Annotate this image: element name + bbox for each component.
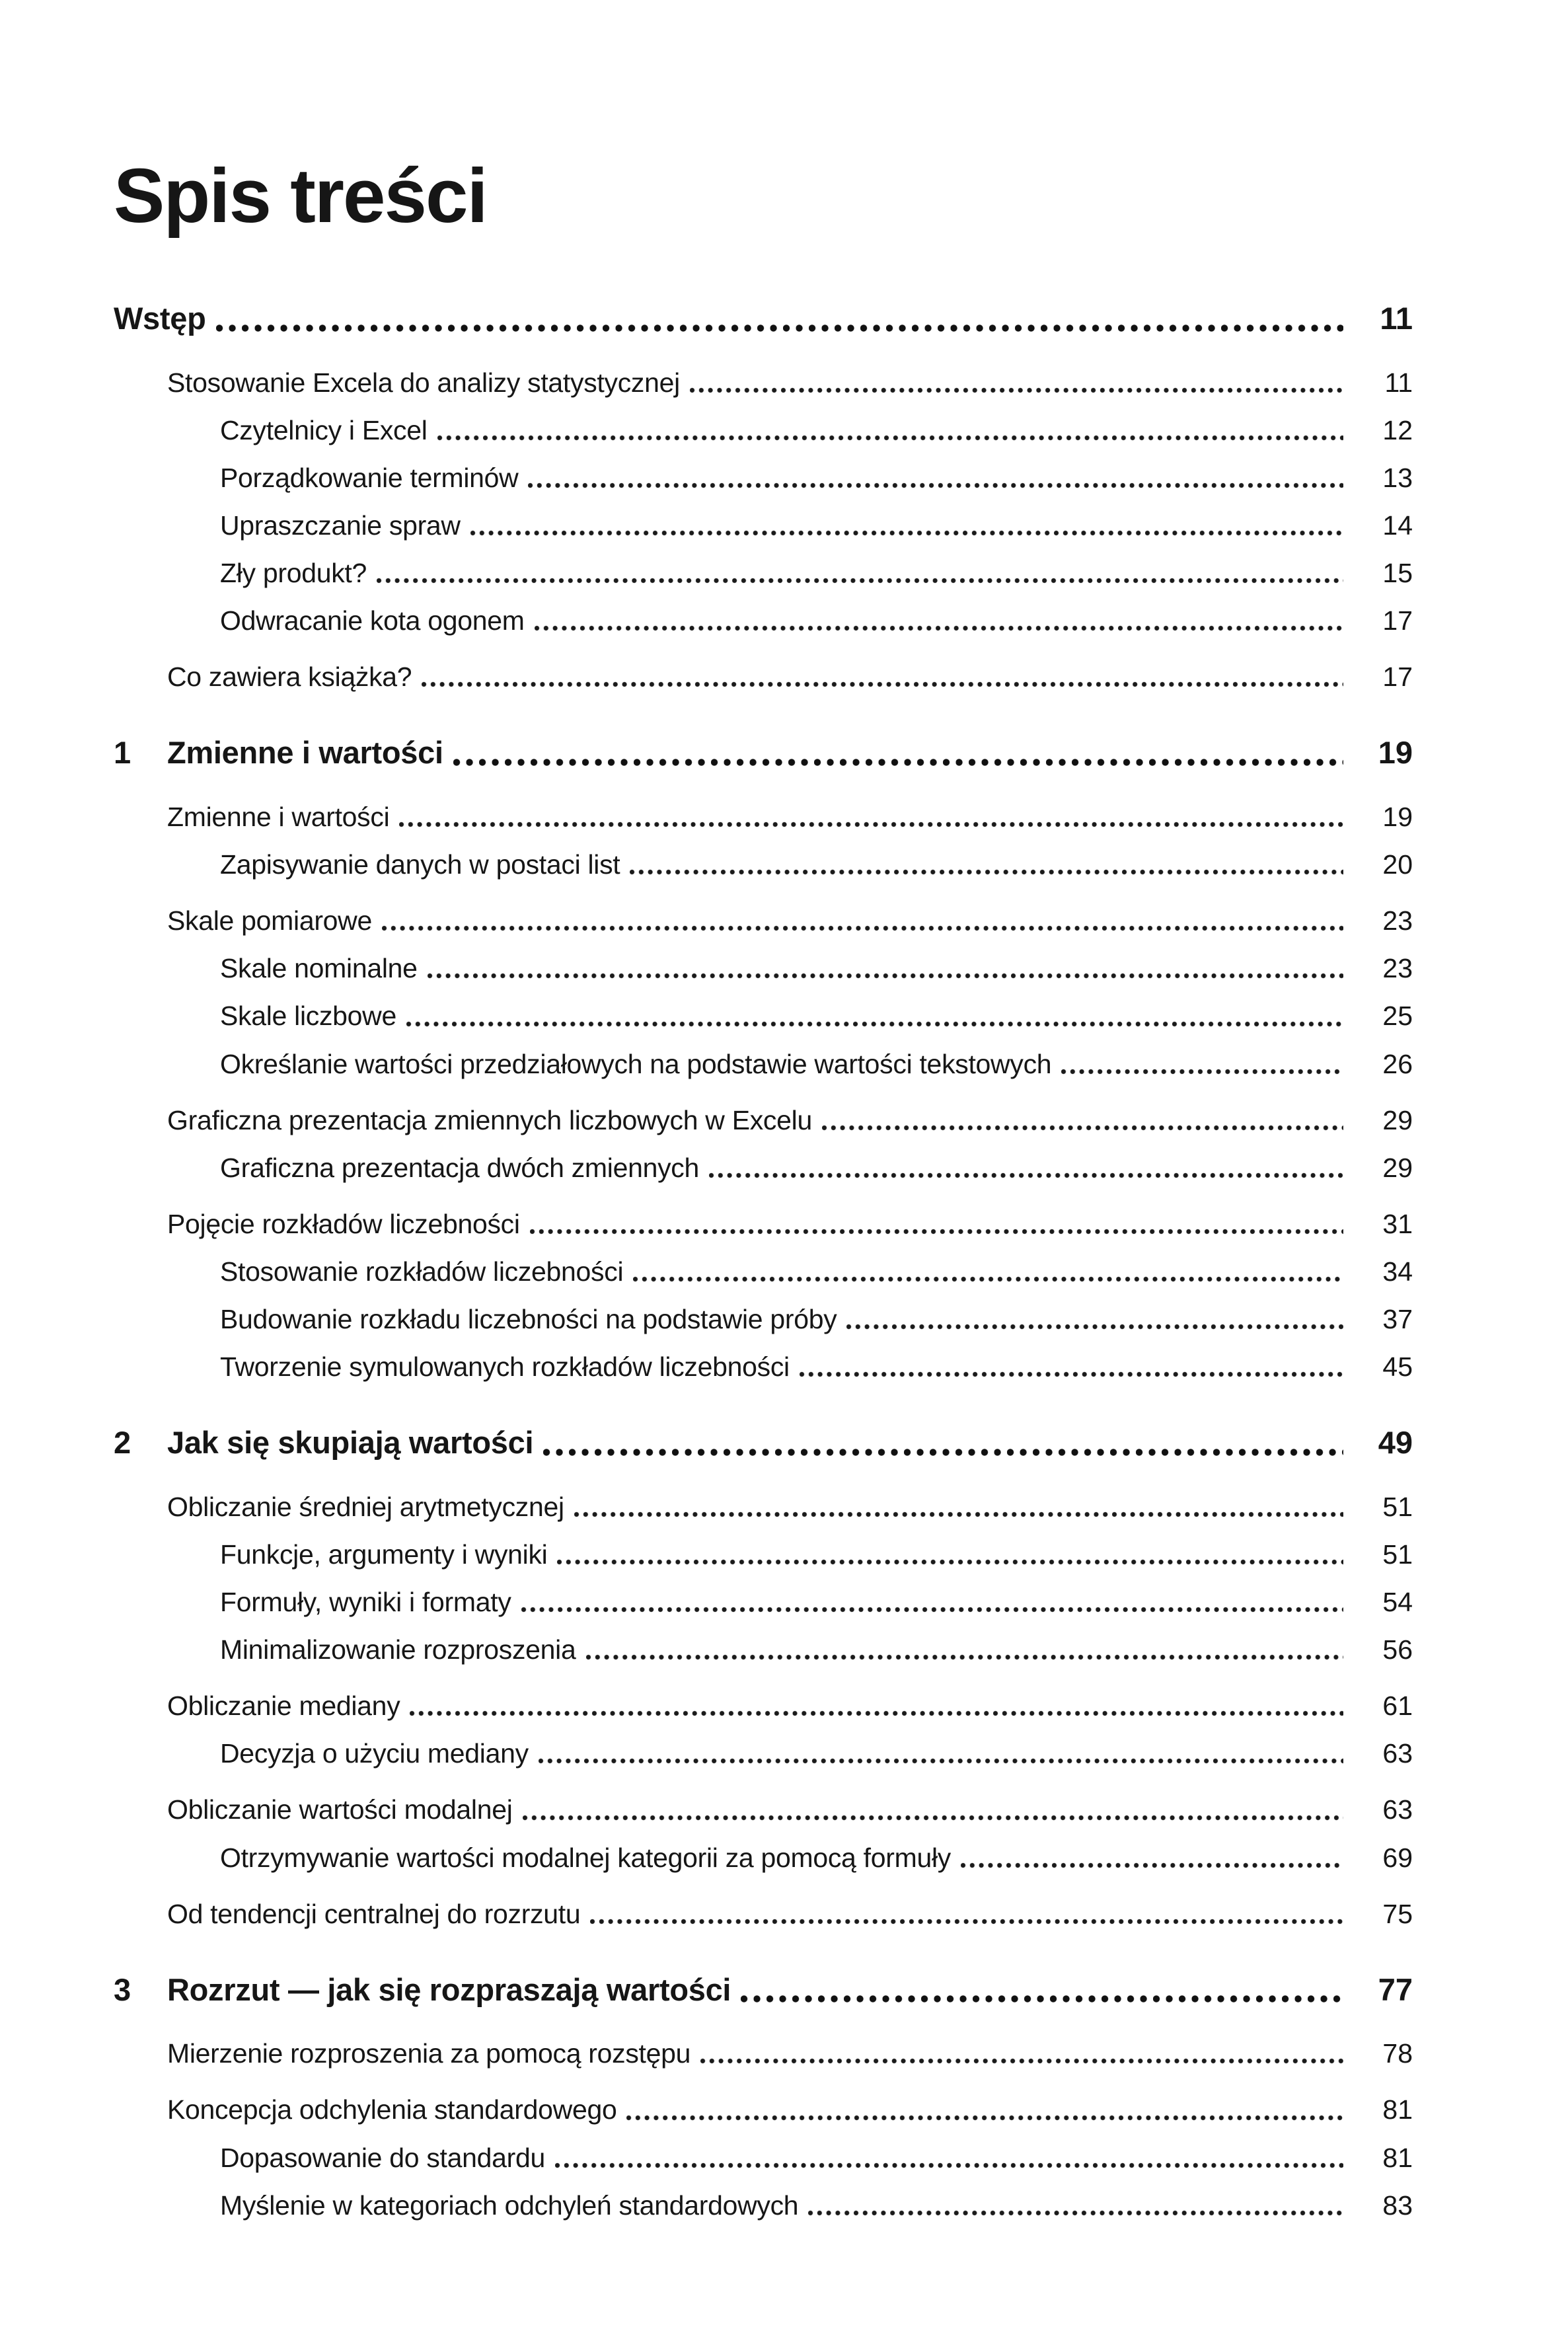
entry-label: Decyzja o użyciu mediany <box>220 1738 529 1769</box>
entry-label: Graficzna prezentacja dwóch zmiennych <box>220 1152 699 1183</box>
toc-entry <box>114 1540 1413 1570</box>
dot-leader <box>422 680 1343 689</box>
dot-leader <box>406 1020 1343 1028</box>
dot-leader <box>539 1757 1343 1765</box>
toc-entry <box>114 1153 1413 1183</box>
entry-page-number: 83 <box>1382 2190 1413 2221</box>
dot-leader <box>709 1171 1343 1180</box>
entry-page-number: 23 <box>1382 953 1413 984</box>
entry-label: Upraszczanie spraw <box>220 510 461 541</box>
entry-page-number: 51 <box>1382 1539 1413 1570</box>
dot-leader <box>428 972 1343 980</box>
toc-entry <box>114 416 1413 445</box>
toc-entry <box>114 2191 1413 2221</box>
entry-page-number: 45 <box>1382 1352 1413 1383</box>
entry-page-number: 11 <box>1380 301 1413 336</box>
dot-leader <box>822 1124 1343 1132</box>
dot-leader <box>399 820 1343 829</box>
toc-entry-heading <box>114 301 1413 336</box>
entry-label: Dopasowanie do standardu <box>220 2142 545 2173</box>
dot-leader <box>557 1558 1343 1566</box>
toc-entry <box>114 606 1413 636</box>
chapter-number: 2 <box>114 1425 131 1461</box>
entry-label: Stosowanie rozkładów liczebności <box>220 1256 624 1287</box>
entry-page-number: 20 <box>1382 849 1413 880</box>
toc-entry <box>114 850 1413 880</box>
dot-leader <box>590 1917 1343 1926</box>
dot-leader <box>543 1447 1343 1457</box>
entry-label: Zły produkt? <box>220 558 367 589</box>
toc-entry <box>114 1492 1413 1522</box>
dot-leader <box>382 924 1343 933</box>
toc-entry <box>114 1587 1413 1617</box>
dot-leader <box>530 1227 1343 1236</box>
entry-label: Co zawiera książka? <box>167 662 412 693</box>
entry-label: Budowanie rozkładu liczebności na podstawie próby <box>220 1303 837 1334</box>
entry-label: Tworzenie symulowanych rozkładów liczebności <box>220 1352 790 1383</box>
dot-leader <box>535 624 1343 632</box>
entry-label: Otrzymywanie wartości modalnej kategorii za pomocą formuły <box>220 1842 951 1873</box>
toc-entry <box>114 954 1413 983</box>
entry-page-number: 19 <box>1382 802 1413 833</box>
entry-label: Rozrzut — jak się rozpraszają wartości <box>167 1971 731 2007</box>
entry-page-number: 63 <box>1382 1738 1413 1769</box>
toc-entry <box>114 1899 1413 1929</box>
toc-entry <box>114 1305 1413 1334</box>
entry-label: Jak się skupiają wartości <box>167 1425 534 1461</box>
dot-leader <box>528 481 1343 490</box>
dot-leader <box>626 2114 1343 2122</box>
entry-page-number: 14 <box>1382 510 1413 541</box>
dot-leader <box>1061 1067 1343 1076</box>
dot-leader <box>470 529 1343 537</box>
page-title: Spis treści <box>114 153 487 239</box>
dot-leader <box>633 1275 1343 1283</box>
toc-entry <box>114 1843 1413 1873</box>
entry-label: Graficzna prezentacja zmiennych liczbowych w Excelu <box>167 1104 812 1135</box>
entry-page-number: 81 <box>1382 2094 1413 2125</box>
dot-leader <box>574 1510 1343 1519</box>
toc-entry-heading <box>114 736 1413 770</box>
entry-label: Funkcje, argumenty i wyniki <box>220 1539 548 1570</box>
entry-label: Minimalizowanie rozproszenia <box>220 1634 576 1665</box>
toc-list <box>114 301 1413 2221</box>
entry-page-number: 17 <box>1382 605 1413 636</box>
entry-label: Zmienne i wartości <box>167 802 390 833</box>
entry-label: Skale pomiarowe <box>167 905 372 936</box>
dot-leader <box>700 2057 1343 2065</box>
entry-page-number: 23 <box>1382 905 1413 936</box>
toc-entry <box>114 1352 1413 1382</box>
toc-entry <box>114 1001 1413 1031</box>
entry-label: Obliczanie średniej arytmetycznej <box>167 1491 564 1522</box>
entry-label: Zapisywanie danych w postaci list <box>220 849 620 880</box>
dot-leader <box>555 2161 1343 2170</box>
dot-leader <box>808 2209 1343 2217</box>
entry-page-number: 81 <box>1382 2142 1413 2173</box>
dot-leader <box>630 868 1343 876</box>
entry-page-number: 51 <box>1382 1491 1413 1522</box>
toc-entry <box>114 368 1413 398</box>
dot-leader <box>586 1653 1344 1661</box>
entry-page-number: 69 <box>1382 1842 1413 1873</box>
entry-page-number: 29 <box>1382 1104 1413 1135</box>
dot-leader <box>800 1370 1343 1379</box>
entry-page-number: 37 <box>1382 1303 1413 1334</box>
toc-entry-heading <box>114 1426 1413 1460</box>
entry-label: Określanie wartości przedziałowych na podstawie wartości tekstowych <box>220 1048 1052 1079</box>
entry-label: Odwracanie kota ogonem <box>220 605 525 636</box>
entry-page-number: 49 <box>1378 1425 1413 1461</box>
entry-page-number: 12 <box>1382 414 1413 445</box>
entry-label: Czytelnicy i Excel <box>220 414 428 445</box>
dot-leader <box>437 434 1343 442</box>
dot-leader <box>216 323 1343 333</box>
dot-leader <box>523 1813 1343 1822</box>
toc-entry <box>114 1106 1413 1135</box>
toc-entry <box>114 1049 1413 1079</box>
toc-entry <box>114 1635 1413 1665</box>
dot-leader <box>961 1861 1343 1870</box>
entry-page-number: 54 <box>1382 1587 1413 1618</box>
dot-leader <box>521 1605 1343 1614</box>
toc-entry <box>114 1257 1413 1287</box>
toc-entry <box>114 802 1413 832</box>
entry-label: Koncepcja odchylenia standardowego <box>167 2094 617 2125</box>
toc-entry <box>114 2095 1413 2125</box>
chapter-number: 3 <box>114 1971 131 2007</box>
chapter-number: 1 <box>114 735 131 771</box>
entry-label: Obliczanie mediany <box>167 1691 400 1722</box>
entry-label: Zmienne i wartości <box>167 735 443 771</box>
entry-page-number: 29 <box>1382 1152 1413 1183</box>
dot-leader <box>377 576 1343 585</box>
toc-entry <box>114 906 1413 936</box>
entry-page-number: 78 <box>1382 2038 1413 2069</box>
toc-entry <box>114 1691 1413 1721</box>
entry-page-number: 13 <box>1382 462 1413 493</box>
toc-entry <box>114 1209 1413 1239</box>
entry-label: Porządkowanie terminów <box>220 462 519 493</box>
dot-leader <box>741 1994 1343 2004</box>
entry-page-number: 11 <box>1384 367 1413 398</box>
entry-page-number: 25 <box>1382 1001 1413 1032</box>
entry-label: Skale liczbowe <box>220 1001 396 1032</box>
entry-page-number: 15 <box>1382 558 1413 589</box>
entry-page-number: 17 <box>1382 662 1413 693</box>
entry-page-number: 56 <box>1382 1634 1413 1665</box>
entry-page-number: 26 <box>1382 1048 1413 1079</box>
entry-page-number: 77 <box>1378 1971 1413 2007</box>
toc-entry <box>114 1739 1413 1769</box>
toc-entry <box>114 662 1413 692</box>
entry-label: Formuły, wyniki i formaty <box>220 1587 511 1618</box>
toc-entry <box>114 511 1413 541</box>
toc-entry <box>114 558 1413 588</box>
entry-page-number: 61 <box>1382 1691 1413 1722</box>
entry-label: Obliczanie wartości modalnej <box>167 1794 513 1825</box>
toc-entry <box>114 2143 1413 2173</box>
toc-entry <box>114 2039 1413 2069</box>
entry-label: Mierzenie rozproszenia za pomocą rozstępu <box>167 2038 691 2069</box>
dot-leader <box>453 757 1343 767</box>
entry-label: Skale nominalne <box>220 953 418 984</box>
entry-page-number: 34 <box>1382 1256 1413 1287</box>
dot-leader <box>690 386 1343 395</box>
entry-label: Stosowanie Excela do analizy statystycznej <box>167 367 680 398</box>
toc-entry <box>114 463 1413 493</box>
entry-page-number: 75 <box>1382 1898 1413 1929</box>
dot-leader <box>410 1709 1343 1718</box>
entry-label: Wstęp <box>114 301 206 336</box>
entry-label: Pojęcie rozkładów liczebności <box>167 1208 520 1239</box>
entry-page-number: 63 <box>1382 1794 1413 1825</box>
entry-label: Myślenie w kategoriach odchyleń standardowych <box>220 2190 799 2221</box>
toc-entry <box>114 1795 1413 1825</box>
toc-entry-heading <box>114 1973 1413 2007</box>
entry-page-number: 31 <box>1382 1208 1413 1239</box>
entry-page-number: 19 <box>1378 735 1413 771</box>
dot-leader <box>846 1322 1343 1331</box>
entry-label: Od tendencji centralnej do rozrzutu <box>167 1898 581 1929</box>
